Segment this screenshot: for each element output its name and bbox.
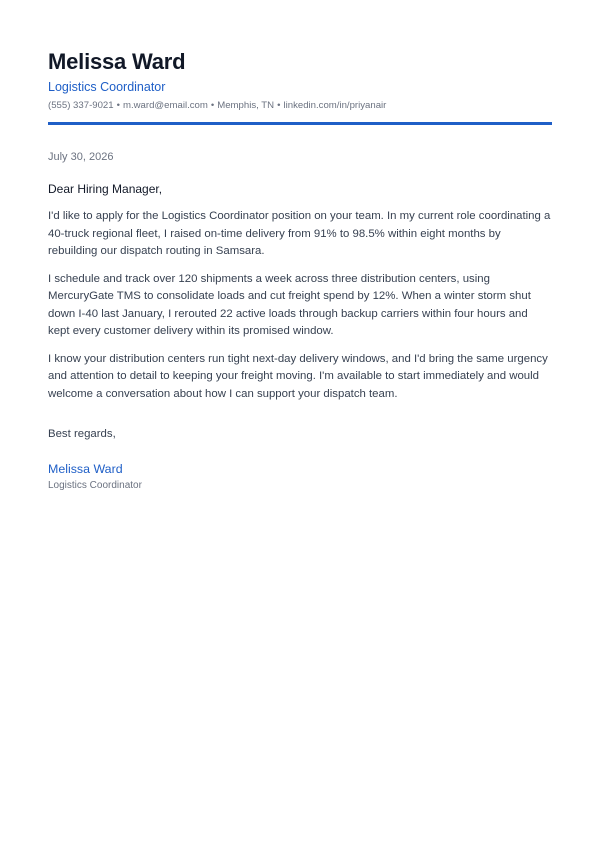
contact-separator: • bbox=[277, 100, 281, 111]
contact-location: Memphis, TN bbox=[217, 100, 275, 111]
contact-phone: (555) 337-9021 bbox=[48, 100, 114, 111]
letter-greeting: Dear Hiring Manager, bbox=[48, 182, 163, 196]
applicant-name: Melissa Ward bbox=[48, 49, 186, 74]
body-paragraph: I'd like to apply for the Logistics Coordinator position on your team. In my current role coordinating a 40-truck regional fleet, I raised on-time delivery from 91% to 98.5% within eight months by rebuilding our dispatch routing in Samsara. bbox=[48, 210, 551, 257]
applicant-role: Logistics Coordinator bbox=[48, 80, 166, 94]
header-divider bbox=[48, 122, 552, 125]
contact-linkedin: linkedin.com/in/priyanair bbox=[283, 100, 387, 111]
contact-email: m.ward@email.com bbox=[122, 100, 208, 111]
cover-letter bbox=[48, 48, 552, 493]
letter-closing: Best regards, bbox=[48, 428, 116, 440]
contact-separator: • bbox=[210, 100, 215, 111]
body-paragraph: I know your distribution centers run tight next-day delivery windows, and I'd bring the same urgency and attention to detail to keeping your freight moving. I'm available to start immediately and would welcome a conversation about how I can support your dispatch team. bbox=[48, 352, 548, 400]
letter-date: July 30, 2026 bbox=[48, 151, 114, 163]
contact-line bbox=[48, 99, 552, 113]
body-paragraph: I schedule and track over 120 shipments a week across three distribution centers, using MercuryGate TMS to consolidate loads and cut freight spend by 12%. When a winter storm shut down I-40 last January, I rerouted 22 active loads through backup carriers within four hours and kept every customer delivery within its promised window. bbox=[48, 272, 531, 337]
contact-separator: • bbox=[116, 100, 120, 111]
signature-title: Logistics Coordinator bbox=[48, 480, 142, 491]
signature-name: Melissa Ward bbox=[48, 462, 123, 476]
